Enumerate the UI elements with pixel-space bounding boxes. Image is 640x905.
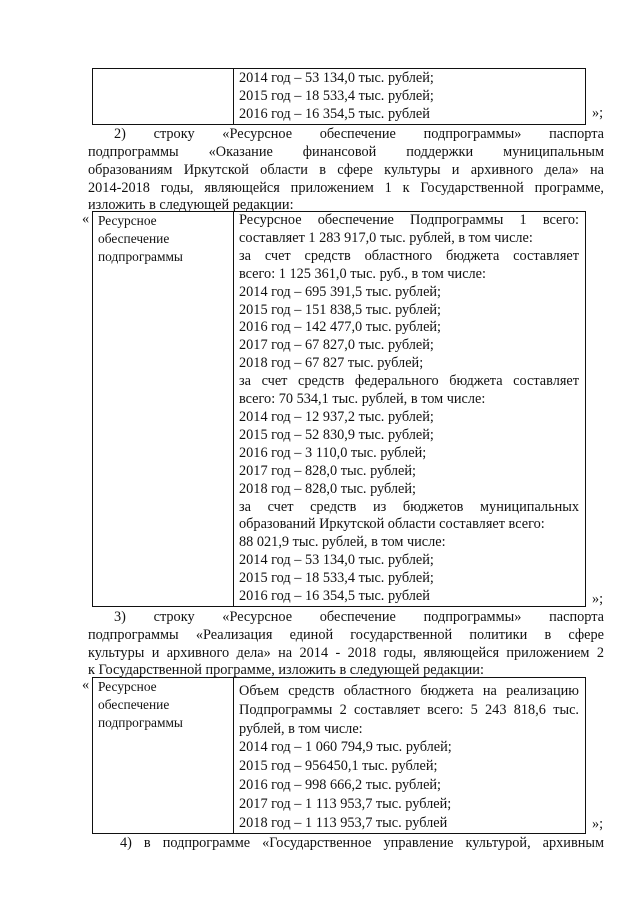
table1-label-1: Ресурсное [98,213,157,228]
table1-line-13: 2015 год – 52 830,9 тыс. рублей; [239,426,434,443]
table2 [92,677,586,834]
table1-label-cell [93,212,234,607]
table2-line-1: Объем средств областного бюджета на реализацию [239,683,579,699]
table2-value-cell [234,678,586,834]
para3-line-3: культуры и архивного дела» на 2014 - 2018 годы, являющейся приложением 2 [88,645,604,661]
table2-label-1: Ресурсное [98,679,157,694]
table1-line-21: 2015 год – 18 533,4 тыс. рублей; [239,570,434,587]
para3-line-1: 3) строку «Ресурсное обеспечение подпрограммы» паспорта [114,609,604,625]
top-table [92,68,586,125]
table1-label-3: подпрограммы [98,249,183,264]
table1-line-17: за счет средств из бюджетов муниципальных [239,498,579,515]
top-line-1: 2014 год – 53 134,0 тыс. рублей; [239,70,434,86]
para2-line-2: подпрограммы «Оказание финансовой поддержки муниципальным [88,144,604,160]
para3-line-2: подпрограммы «Реализация единой государственной политики в сфере [88,627,604,643]
table1 [92,211,586,607]
table1-line-6: 2015 год – 151 838,5 тыс. рублей; [239,301,442,318]
table1-line-18: образований Иркутской области составляет всего: [239,516,545,533]
table1-line-19: 88 021,9 тыс. рублей, в том числе: [239,534,446,551]
table2-line-4: 2014 год – 1 060 794,9 тыс. рублей; [239,739,452,756]
table1-line-4: всего: 1 125 361,0 тыс. руб., в том числе: [239,265,487,282]
table1-line-8: 2017 год – 67 827,0 тыс. рублей; [239,337,434,354]
table1-line-2: составляет 1 283 917,0 тыс. рублей, в том числе: [239,229,533,246]
table1-line-22: 2016 год – 16 354,5 тыс. рублей [239,588,430,605]
table2-close-quote: »; [592,816,604,832]
table1-line-15: 2017 год – 828,0 тыс. рублей; [239,462,417,479]
table2-line-5: 2015 год – 956450,1 тыс. рублей; [239,758,438,775]
para2-line-5: изложить в следующей редакции: [88,197,294,213]
top-table-value-cell [234,69,586,125]
para4-line-1: 4) в подпрограмме «Государственное управление культурой, архивным [120,835,604,851]
table1-line-16: 2018 год – 828,0 тыс. рублей; [239,480,417,497]
table1-open-quote: « [82,211,90,227]
table2-open-quote: « [82,677,90,693]
table1-line-11: всего: 70 534,1 тыс. рублей, в том числе: [239,391,486,408]
para2-line-3: образованиям Иркутской области в сфере культуры и архивного дела» на [88,162,604,178]
table2-line-6: 2016 год – 998 666,2 тыс. рублей; [239,776,442,793]
para3-line-4: к Государственной программе, изложить в следующей редакции: [88,662,484,678]
top-table-close-quote: »; [592,105,604,121]
table2-label-3: подпрограммы [98,715,183,730]
top-line-3: 2016 год – 16 354,5 тыс. рублей [239,105,430,122]
table1-line-20: 2014 год – 53 134,0 тыс. рублей; [239,552,434,569]
table2-line-2: Подпрограммы 2 составляет всего: 5 243 818,6 тыс. [239,701,579,718]
table2-line-7: 2017 год – 1 113 953,7 тыс. рублей; [239,795,452,812]
table2-label-2: обеспечение [98,697,170,712]
table1-line-10: за счет средств федерального бюджета составляет [239,373,579,390]
table1-line-14: 2016 год – 3 110,0 тыс. рублей; [239,444,427,461]
top-line-2: 2015 год – 18 533,4 тыс. рублей; [239,87,434,104]
table1-line-7: 2016 год – 142 477,0 тыс. рублей; [239,319,442,336]
para2-line-4: 2014-2018 годы, являющейся приложением 1 к Государственной программе, [88,180,604,196]
table1-line-1: Ресурсное обеспечение Подпрограммы 1 всего: [239,212,579,228]
table1-value-cell [234,212,586,607]
table2-line-3: рублей, в том числе: [239,720,363,737]
table1-close-quote: »; [592,591,604,607]
table1-line-5: 2014 год – 695 391,5 тыс. рублей; [239,283,442,300]
para2-line-1: 2) строку «Ресурсное обеспечение подпрограммы» паспорта [114,126,604,142]
table1-line-3: за счет средств областного бюджета составляет [239,247,579,264]
table1-label-2: обеспечение [98,231,170,246]
top-table-label-cell [93,69,234,125]
table1-line-12: 2014 год – 12 937,2 тыс. рублей; [239,408,434,425]
table2-line-8: 2018 год – 1 113 953,7 тыс. рублей [239,814,448,831]
table1-line-9: 2018 год – 67 827 тыс. рублей; [239,355,424,372]
table2-label-cell [93,678,234,834]
